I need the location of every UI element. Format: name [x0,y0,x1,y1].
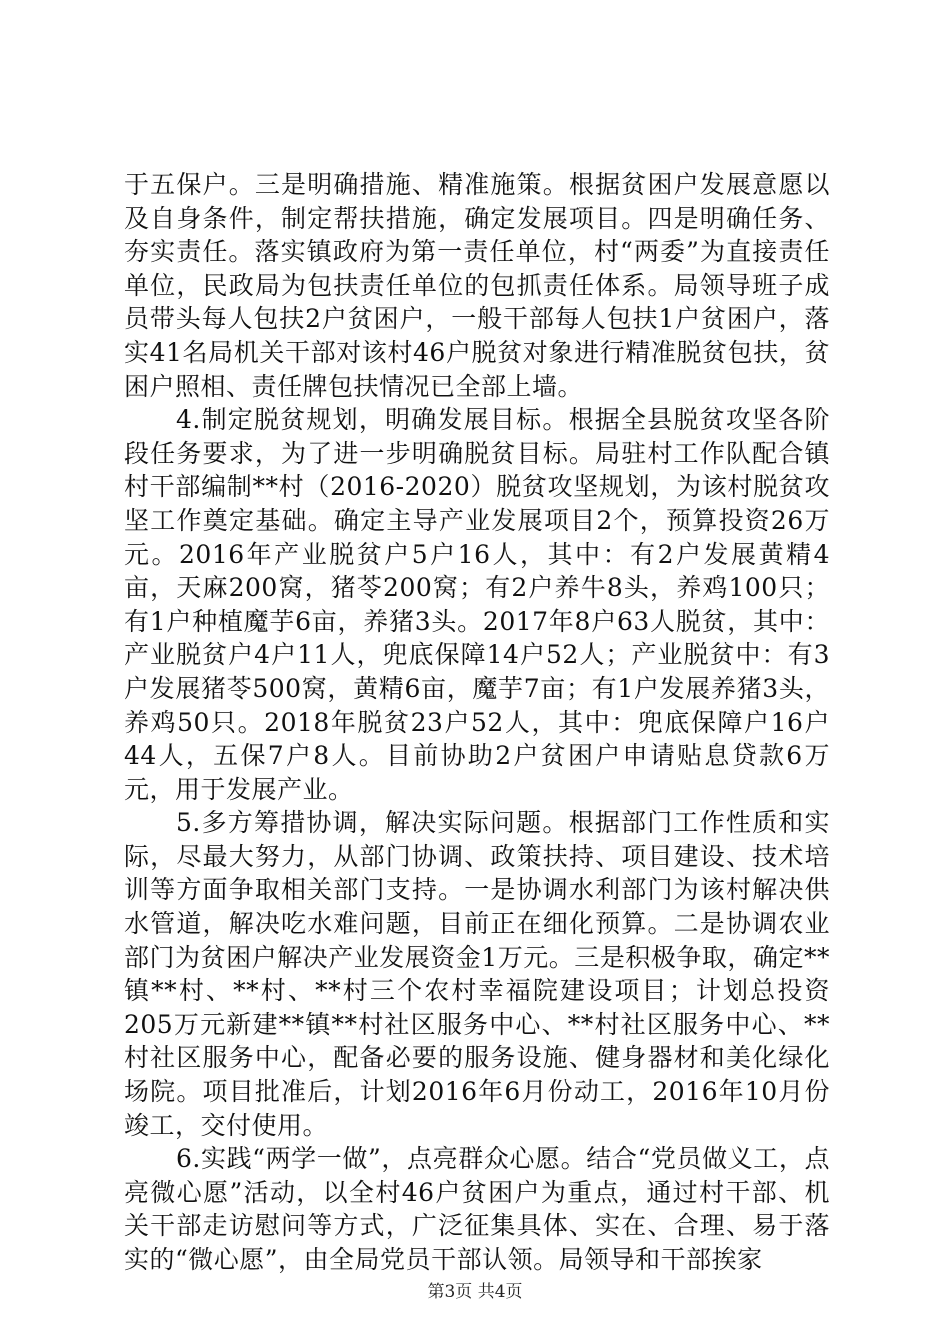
paragraph-item-4: 4.制定脱贫规划，明确发展目标。根据全县脱贫攻坚各阶段任务要求，为了进一步明确脱贫目标。局驻村工作队配合镇村干部编制**村（2016-2020）脱贫攻坚规划，为该村脱贫攻坚工作奠定基础。确定主导产业发展项目2个，预算投资26万元。2016年产业脱贫户5户16人，其中：有2户发展黄精4亩，天麻200窝，猪苓200窝；有2户养牛8头，养鸡100只；有1户种植魔芋6亩，养猪3头。2017年8户63人脱贫，其中：产业脱贫户4户11人，兜底保障14户52人；产业脱贫中：有3户发展猪苓500窝，黄精6亩，魔芋7亩；有1户发展养猪3头，养鸡50只。2018年脱贫23户52人，其中：兜底保障户16户44人，五保7户8人。目前协助2户贫困户申请贴息贷款6万元，用于发展产业。 [124,405,830,804]
paragraph-continuation: 于五保户。三是明确措施、精准施策。根据贫困户发展意愿以及自身条件，制定帮扶措施，确定发展项目。四是明确任务、夯实责任。落实镇政府为第一责任单位，村“两委”为直接责任单位，民政局为包扶责任单位的包抓责任体系。局领导班子成员带头每人包扶2户贫困户，一般干部每人包扶1户贫困户，落实41名局机关干部对该村46户脱贫对象进行精准脱贫包扶，贫困户照相、责任牌包扶情况已全部上墙。 [124,170,830,401]
paragraph-item-6: 6.实践“两学一做”，点亮群众心愿。结合“党员做义工，点亮微心愿”活动，以全村46户贫困户为重点，通过村干部、机关干部走访慰问等方式，广泛征集具体、实在、合理、易于落实的“微心愿”，由全局党员干部认领。局领导和干部挨家 [124,1144,830,1274]
page-footer: 第3页 共4页 [427,1282,523,1302]
paragraph-item-5: 5.多方筹措协调，解决实际问题。根据部门工作性质和实际，尽最大努力，从部门协调、政策扶持、项目建设、技术培训等方面争取相关部门支持。一是协调水利部门为该村解决供水管道，解决吃水难问题，目前正在细化预算。二是协调农业部门为贫困户解决产业发展资金1万元。三是积极争取，确定**镇**村、**村、**村三个农村幸福院建设项目；计划总投资205万元新建**镇**村社区服务中心、**村社区服务中心、**村社区服务中心，配备必要的服务设施、健身器材和美化绿化场院。项目批准后，计划2016年6月份动工，2016年10月份竣工，交付使用。 [124,808,830,1140]
document-body [124,168,830,1277]
